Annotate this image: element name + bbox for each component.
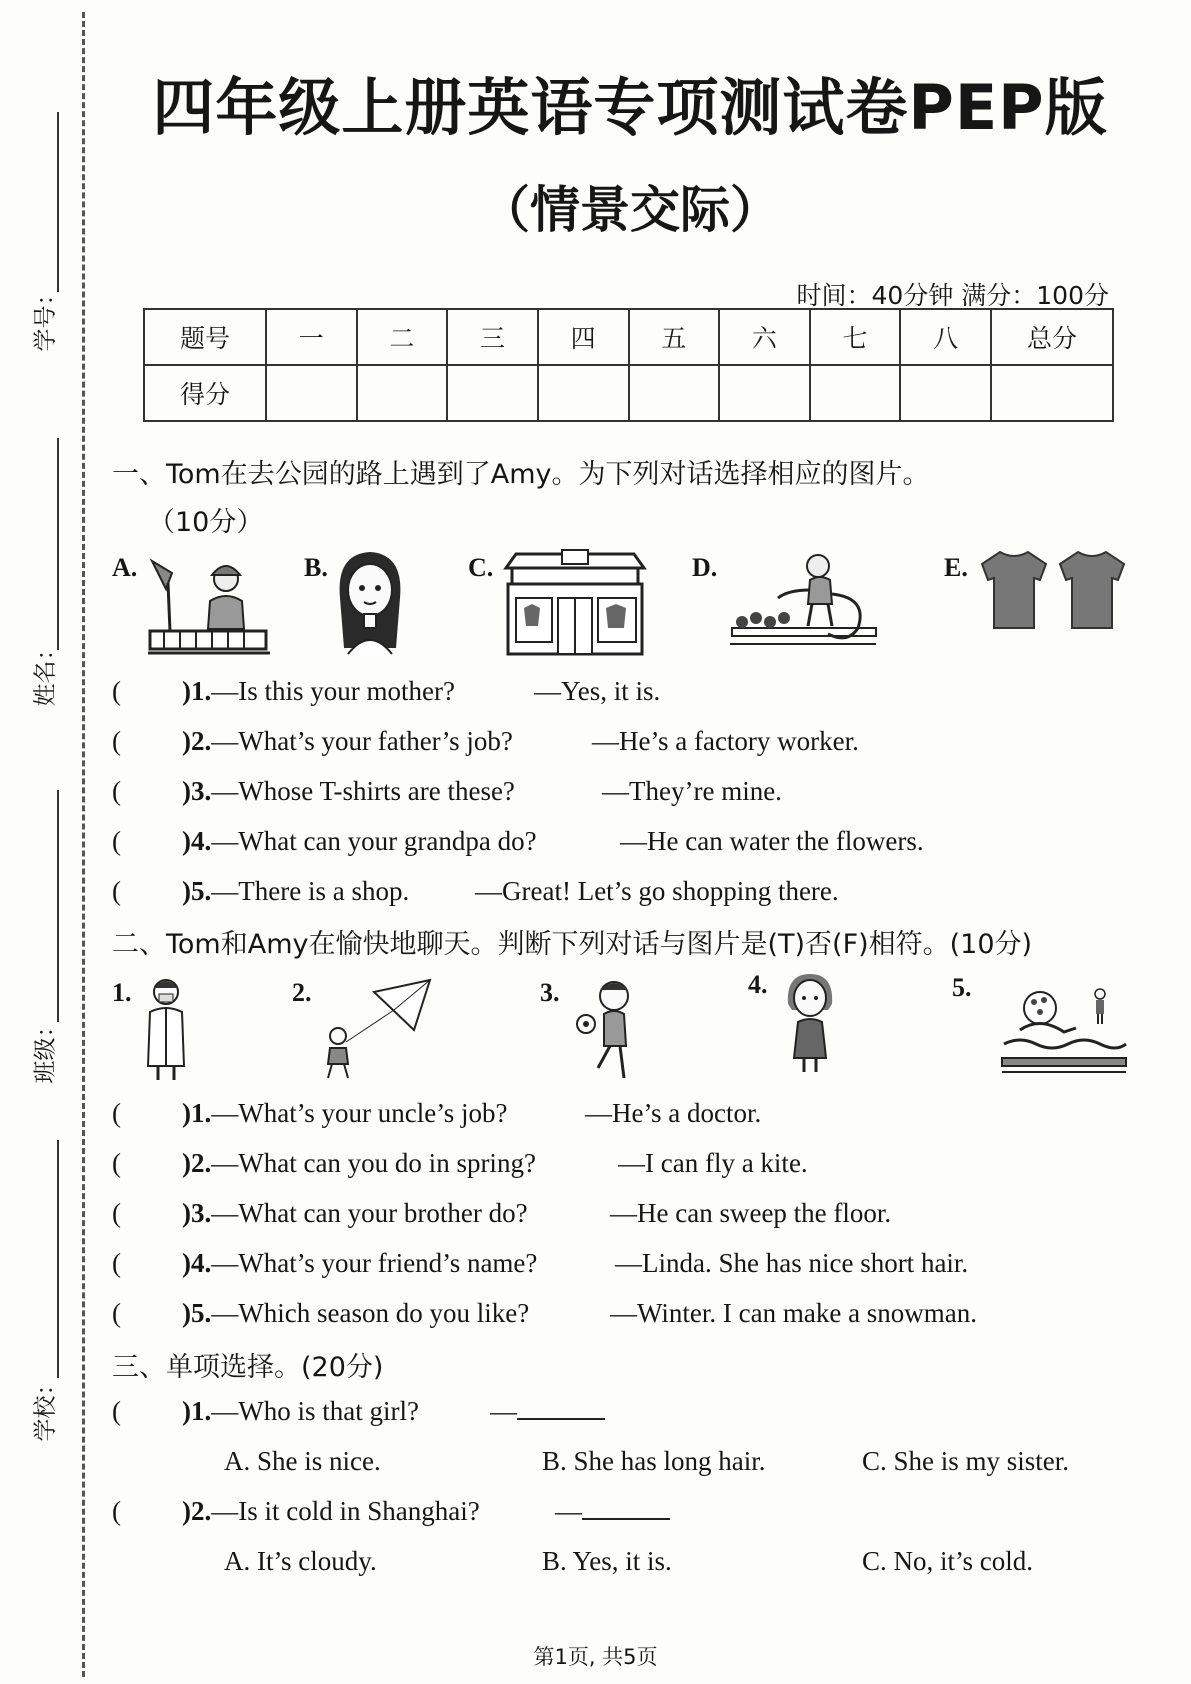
option-a: A. It’s cloudy. xyxy=(224,1546,377,1576)
question-text: —What can your brother do? xyxy=(211,1198,528,1228)
score-table-header-row xyxy=(144,309,1113,365)
score-cell[interactable] xyxy=(357,365,448,421)
picture-label: A. xyxy=(112,553,138,582)
answer-text: —He can water the flowers. xyxy=(620,826,924,856)
picture-label: C. xyxy=(468,553,494,582)
picture-label: 3. xyxy=(540,978,560,1007)
answer-paren[interactable]: ( xyxy=(112,1098,121,1128)
option-b: B. She has long hair. xyxy=(542,1446,766,1476)
answer-blank-line[interactable] xyxy=(517,1398,605,1420)
answer-paren[interactable]: ( xyxy=(112,1298,121,1328)
section3-heading: 三、单项选择。(20分) xyxy=(112,1352,384,1383)
question-number: )2. xyxy=(182,1148,212,1178)
score-header-cell: 四 xyxy=(538,309,629,365)
section1-question-row xyxy=(112,726,513,757)
question-number: )5. xyxy=(182,876,212,906)
section2-heading: 二、Tom和Amy在愉快地聊天。判断下列对话与图片是(T)否(F)相符。(10分) xyxy=(112,929,1033,960)
score-cell[interactable] xyxy=(266,365,357,421)
section2-question-row xyxy=(112,1148,536,1179)
page-subtitle: （情景交际） xyxy=(480,181,780,239)
option-a: A. She is nice. xyxy=(224,1446,381,1476)
question-text: —Is this your mother? xyxy=(211,676,455,706)
score-header-cell: 五 xyxy=(629,309,720,365)
picture-label: 1. xyxy=(112,978,132,1007)
score-cell[interactable] xyxy=(629,365,720,421)
name-label: 姓名： xyxy=(32,637,59,707)
doctor-icon xyxy=(140,976,192,1082)
question-text: —What can you do in spring? xyxy=(211,1148,536,1178)
score-table xyxy=(143,308,1114,422)
picture-label: 4. xyxy=(748,970,768,999)
question-number: )4. xyxy=(182,826,212,856)
question-number: )3. xyxy=(182,1198,212,1228)
binding-line xyxy=(82,12,85,1677)
clothes-shop-icon xyxy=(502,548,648,658)
question-text: —What’s your uncle’s job? xyxy=(211,1098,508,1128)
picture-label: 2. xyxy=(292,978,312,1007)
section1-question-row xyxy=(112,826,537,857)
answer-blank: — xyxy=(555,1496,670,1527)
school-line xyxy=(57,1140,59,1378)
section1-points: （10分） xyxy=(148,507,264,538)
question-number: )5. xyxy=(182,1298,212,1328)
score-header-cell: 题号 xyxy=(144,309,266,365)
option-c: C. She is my sister. xyxy=(862,1446,1070,1476)
answer-text: —He can sweep the floor. xyxy=(610,1198,892,1228)
answer-paren[interactable]: ( xyxy=(112,676,121,706)
girl-flying-kite-icon xyxy=(318,976,438,1082)
answer-blank: — xyxy=(490,1396,605,1427)
section2-question-row xyxy=(112,1198,528,1229)
answer-paren[interactable]: ( xyxy=(112,1248,121,1278)
class-label: 班级： xyxy=(32,1014,59,1084)
question-number: )3. xyxy=(182,776,212,806)
answer-paren[interactable]: ( xyxy=(112,726,121,756)
answer-paren[interactable]: ( xyxy=(112,1396,121,1426)
page-footer: 第1页, 共5页 xyxy=(533,1645,658,1669)
answer-text: —Yes, it is. xyxy=(534,676,661,706)
score-cell[interactable] xyxy=(900,365,991,421)
score-header-cell: 八 xyxy=(900,309,991,365)
page-title: 四年级上册英语专项测试卷PEP版 xyxy=(152,71,1108,144)
score-table-score-row xyxy=(144,365,1113,421)
score-header-cell: 六 xyxy=(719,309,810,365)
picture-label: 5. xyxy=(952,973,972,1002)
answer-text: —Great! Let’s go shopping there. xyxy=(475,876,839,906)
answer-paren[interactable]: ( xyxy=(112,876,121,906)
option-b: B. Yes, it is. xyxy=(542,1546,672,1576)
section1-question-row xyxy=(112,676,455,707)
boy-playing-football-icon xyxy=(574,976,644,1082)
answer-blank-line[interactable] xyxy=(582,1498,670,1520)
girl-short-hair-icon xyxy=(780,970,840,1076)
question-text: —What can your grandpa do? xyxy=(211,826,537,856)
question-number: )2. xyxy=(182,726,212,756)
name-line xyxy=(57,438,59,650)
question-text: —Whose T-shirts are these? xyxy=(211,776,515,806)
section2-question-row xyxy=(112,1298,529,1329)
student-number-label: 学号： xyxy=(32,282,59,352)
picture-label: E. xyxy=(944,553,968,582)
section3-question-row xyxy=(112,1396,419,1427)
score-cell[interactable] xyxy=(538,365,629,421)
answer-text: —Linda. She has nice short hair. xyxy=(615,1248,969,1278)
score-cell[interactable] xyxy=(810,365,901,421)
question-text: —Which season do you like? xyxy=(211,1298,530,1328)
answer-paren[interactable]: ( xyxy=(112,826,121,856)
score-header-cell: 一 xyxy=(266,309,357,365)
answer-text: —Winter. I can make a snowman. xyxy=(610,1298,978,1328)
question-number: )1. xyxy=(182,1396,212,1426)
answer-paren[interactable]: ( xyxy=(112,1496,121,1526)
question-text: —What’s your friend’s name? xyxy=(211,1248,538,1278)
section2-question-row xyxy=(112,1248,537,1279)
man-watering-flowers-icon xyxy=(728,548,878,648)
class-line xyxy=(57,790,59,1022)
t-shirts-icon xyxy=(978,548,1130,632)
section1-question-row xyxy=(112,776,515,807)
picture-label: B. xyxy=(304,553,328,582)
section1-question-row xyxy=(112,876,409,907)
score-header-cell: 总分 xyxy=(991,309,1113,365)
answer-text: —He’s a doctor. xyxy=(585,1098,762,1128)
question-number: )4. xyxy=(182,1248,212,1278)
score-cell[interactable] xyxy=(719,365,810,421)
question-text: —Who is that girl? xyxy=(211,1396,419,1426)
section2-question-row xyxy=(112,1098,507,1129)
answer-paren[interactable]: ( xyxy=(112,1148,121,1178)
question-number: )2. xyxy=(182,1496,212,1526)
question-number: )1. xyxy=(182,1098,212,1128)
score-header-cell: 三 xyxy=(447,309,538,365)
score-header-cell: 七 xyxy=(810,309,901,365)
score-row-label: 得分 xyxy=(144,365,266,421)
factory-worker-icon xyxy=(146,553,272,657)
picture-label: D. xyxy=(692,553,718,582)
score-cell[interactable] xyxy=(991,365,1113,421)
question-text: —Is it cold in Shanghai? xyxy=(211,1496,480,1526)
option-c: C. No, it’s cold. xyxy=(862,1546,1034,1576)
section1-heading: 一、Tom在去公园的路上遇到了Amy。为下列对话选择相应的图片。 xyxy=(112,459,930,490)
answer-text: —He’s a factory worker. xyxy=(592,726,859,756)
answer-paren[interactable]: ( xyxy=(112,776,121,806)
question-text: —There is a shop. xyxy=(211,876,410,906)
student-number-line xyxy=(57,112,59,292)
score-cell[interactable] xyxy=(447,365,538,421)
woman-portrait-icon xyxy=(330,548,410,658)
answer-text: —I can fly a kite. xyxy=(618,1148,808,1178)
school-label: 学校： xyxy=(32,1372,59,1442)
time-score-info: 时间：40分钟 满分：100分 xyxy=(796,281,1109,310)
answer-text: —They’re mine. xyxy=(602,776,782,806)
score-header-cell: 二 xyxy=(357,309,448,365)
question-text: —What’s your father’s job? xyxy=(211,726,513,756)
question-number: )1. xyxy=(182,676,212,706)
section3-question-row xyxy=(112,1496,480,1527)
swimming-icon xyxy=(1000,984,1130,1074)
answer-paren[interactable]: ( xyxy=(112,1198,121,1228)
